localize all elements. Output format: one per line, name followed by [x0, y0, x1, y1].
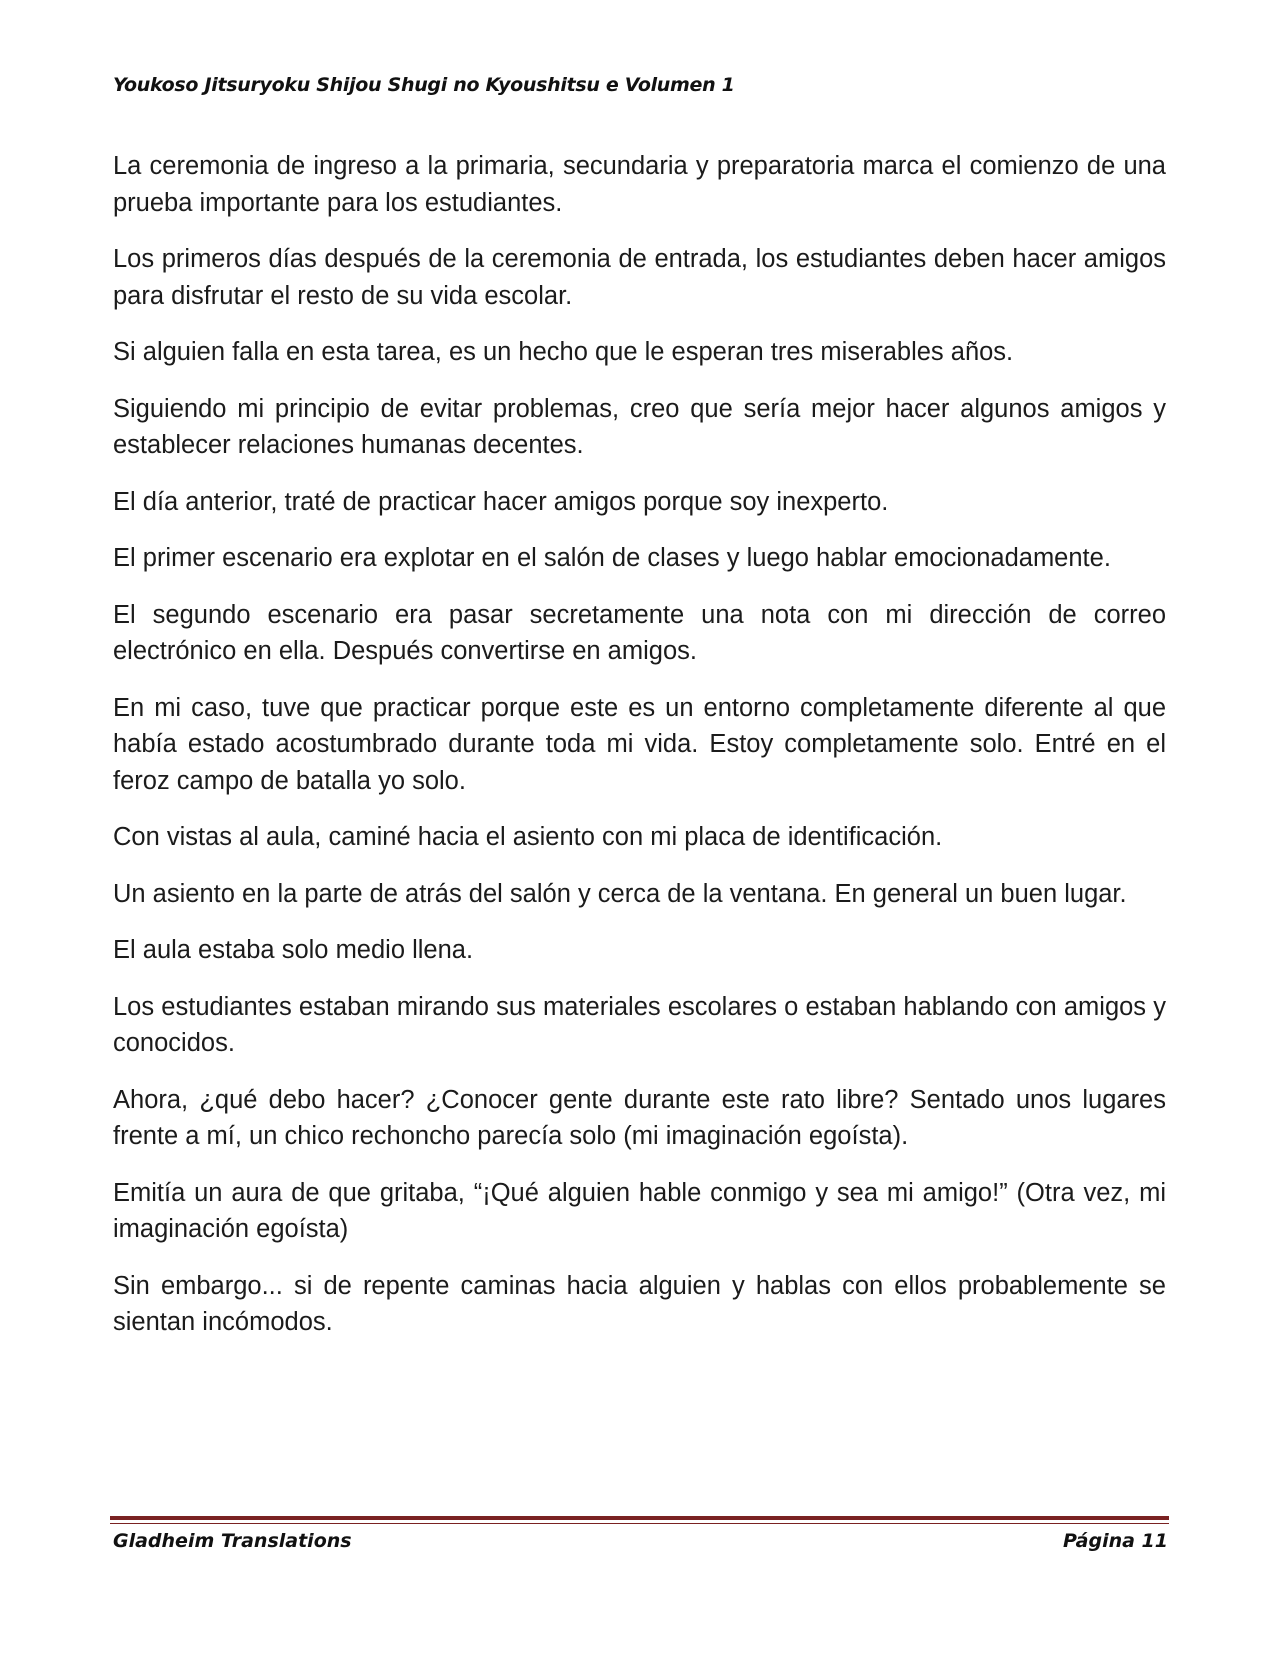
- paragraph: El segundo escenario era pasar secretamente una nota con mi dirección de correo electrónico en ella. Después convertirse en amigos.: [113, 600, 1166, 665]
- footer-divider: [110, 1516, 1169, 1520]
- paragraph: Un asiento en la parte de atrás del salón y cerca de la ventana. En general un buen lugar.: [113, 879, 1127, 908]
- paragraph: El día anterior, traté de practicar hacer amigos porque soy inexperto.: [113, 487, 889, 516]
- body-text: [113, 148, 1166, 1361]
- paragraph: En mi caso, tuve que practicar porque este es un entorno completamente diferente al que había estado acostumbrado durante toda mi vida. Estoy completamente solo. Entré en el feroz campo de batalla yo solo.: [113, 693, 1166, 795]
- paragraph: Con vistas al aula, caminé hacia el asiento con mi placa de identificación.: [113, 823, 943, 851]
- page-number: Página 11: [1062, 1530, 1168, 1552]
- footer-divider-thin: [110, 1523, 1169, 1524]
- paragraph: La ceremonia de ingreso a la primaria, secundaria y preparatoria marca el comienzo de una prueba importante para los estudiantes.: [113, 152, 1166, 217]
- footer-credit: Gladheim Translations: [113, 1530, 352, 1552]
- paragraph: Siguiendo mi principio de evitar problemas, creo que sería mejor hacer algunos amigos y establecer relaciones humanas decentes.: [113, 394, 1166, 459]
- paragraph: Los primeros días después de la ceremonia de entrada, los estudiantes deben hacer amigos para disfrutar el resto de su vida escolar.: [113, 245, 1166, 310]
- paragraph: Si alguien falla en esta tarea, es un hecho que le esperan tres miserables años.: [113, 338, 1014, 366]
- paragraph: Los estudiantes estaban mirando sus materiales escolares o estaban hablando con amigos y conocidos.: [113, 992, 1166, 1057]
- paragraph: Emitía un aura de que gritaba, “¡Qué alguien hable conmigo y sea mi amigo!” (Otra vez, mi imaginación egoísta): [113, 1178, 1166, 1243]
- paragraph: Ahora, ¿qué debo hacer? ¿Conocer gente durante este rato libre? Sentado unos lugares frente a mí, un chico rechoncho parecía solo (mi imaginación egoísta).: [113, 1085, 1166, 1150]
- paragraph: El primer escenario era explotar en el salón de clases y luego hablar emocionadamente.: [113, 544, 1111, 572]
- page-header-title: Youkoso Jitsuryoku Shijou Shugi no Kyoushitsu e Volumen 1: [113, 74, 735, 96]
- paragraph: El aula estaba solo medio llena.: [113, 936, 474, 964]
- paragraph: Sin embargo... si de repente caminas hacia alguien y hablas con ellos probablemente se sientan incómodos.: [113, 1271, 1166, 1336]
